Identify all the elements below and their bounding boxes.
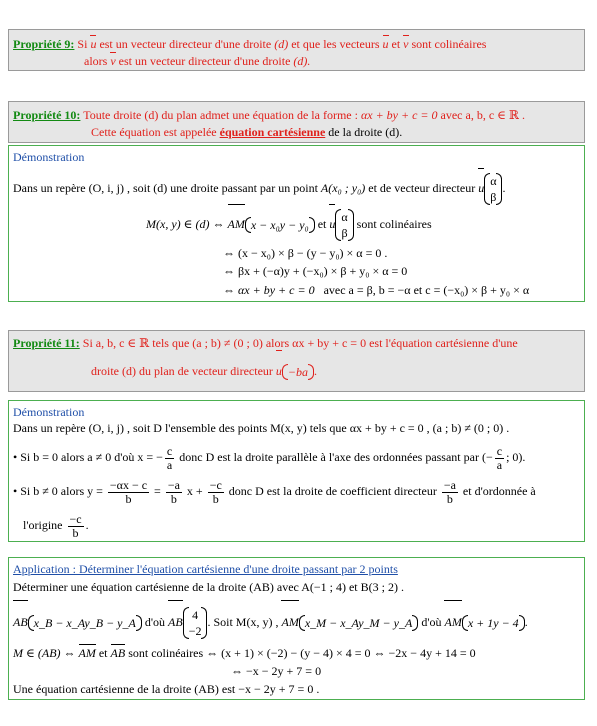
direction-vector-matrix: α β — [484, 173, 502, 205]
demonstration-2-title: Démonstration — [13, 405, 85, 419]
cartesian-equation-term: équation cartésienne — [219, 125, 326, 139]
application-box: Application : Déterminer l'équation cartésienne d'une droite passant par 2 points Déterminer une équation cartésienne de la droite (AB) avec A(−1 ; 4) et B(3 ; 2) . AB x_B − x_Ay_B − y_A d'où AB 4 −2 . Soit M(x, y) , AM x_M − x_Ay_M − y_A d'où AM x + 1y − 4 . M ∈ (AB) ⇔ AM et AB sont colinéaires ⇔ (x + 1) × (−2) − (y − 4) × 4 = 0 ⇔ −2x − 4y + 14 = 0 ⇔ −x − 2y + 7 = 0 Une équation cartésienne de la droite (AB) est −x − 2y + 7 = 0 . — [8, 557, 585, 700]
property-9-title: Propriété 9: — [13, 37, 75, 51]
am-vector-matrix: x − x₀y − y₀ — [245, 217, 315, 233]
property-9-box: Propriété 9: Si u est un vecteur directeur d'une droite (d) et que les vecteurs u et v sont colinéaires alors v est un vecteur directeur d'une droite (d). — [8, 29, 585, 71]
property-10-box: Propriété 10: Toute droite (d) du plan admet une équation de la forme : αx + by + c = 0 avec a, b, c ∈ ℝ . Cette équation est appelée équation cartésienne de la droite (d). — [8, 101, 585, 143]
property-10-title: Propriété 10: — [13, 108, 81, 122]
demonstration-1-box: Démonstration Dans un repère (O, i, j) , soit (d) une droite passant par un point A(x₀ ; y₀) et de vecteur directeur u α β . M(x, y) ∈ (d) ⇔ AM x − x₀y − y₀ et u α β sont colinéaires ⇔ (x − x₀) × β − (y − y₀) × α = 0 . ⇔ βx + (−α)y + (−x₀) × β + y₀ × α = 0 ⇔ αx + by + c = 0 avec a = β, b = −α et c = (−x₀) × β + y₀ × α — [8, 145, 585, 302]
application-title: Application : Déterminer l'équation cartésienne d'une droite passant par 2 points — [13, 562, 398, 576]
demonstration-2-box: Démonstration Dans un repère (O, i, j) , soit D l'ensemble des points M(x, y) tels que αx + by + c = 0 , (a ; b) ≠ (0 ; 0) . • Si b = 0 alors a ≠ 0 d'où x = − $\frac{c}{a}$ donc D est la droite parallèle à l'axe des ordonnées passant par (− $\frac{c}{a}$ ; 0). • Si b ≠ 0 alors y = $\frac{-\alpha x - c}{b}$ = $\frac{-a}{b}$ x + $\frac{-c}{b}$ donc D est la droite de coefficient directeur $\frac{-a}{b}$ et d'ordonnée à l'origine $\frac{-c}{b}$ . — [8, 400, 585, 542]
property-11-box: Propriété 11: Si a, b, c ∈ ℝ tels que (a ; b) ≠ (0 ; 0) alors αx + by + c = 0 est l'équation cartésienne d'une droite (d) du plan de vecteur directeur u −ba . — [8, 330, 585, 392]
direction-vector-matrix-p11: −ba — [282, 364, 314, 380]
property-11-title: Propriété 11: — [13, 336, 80, 350]
demonstration-1-title: Démonstration — [13, 150, 85, 164]
